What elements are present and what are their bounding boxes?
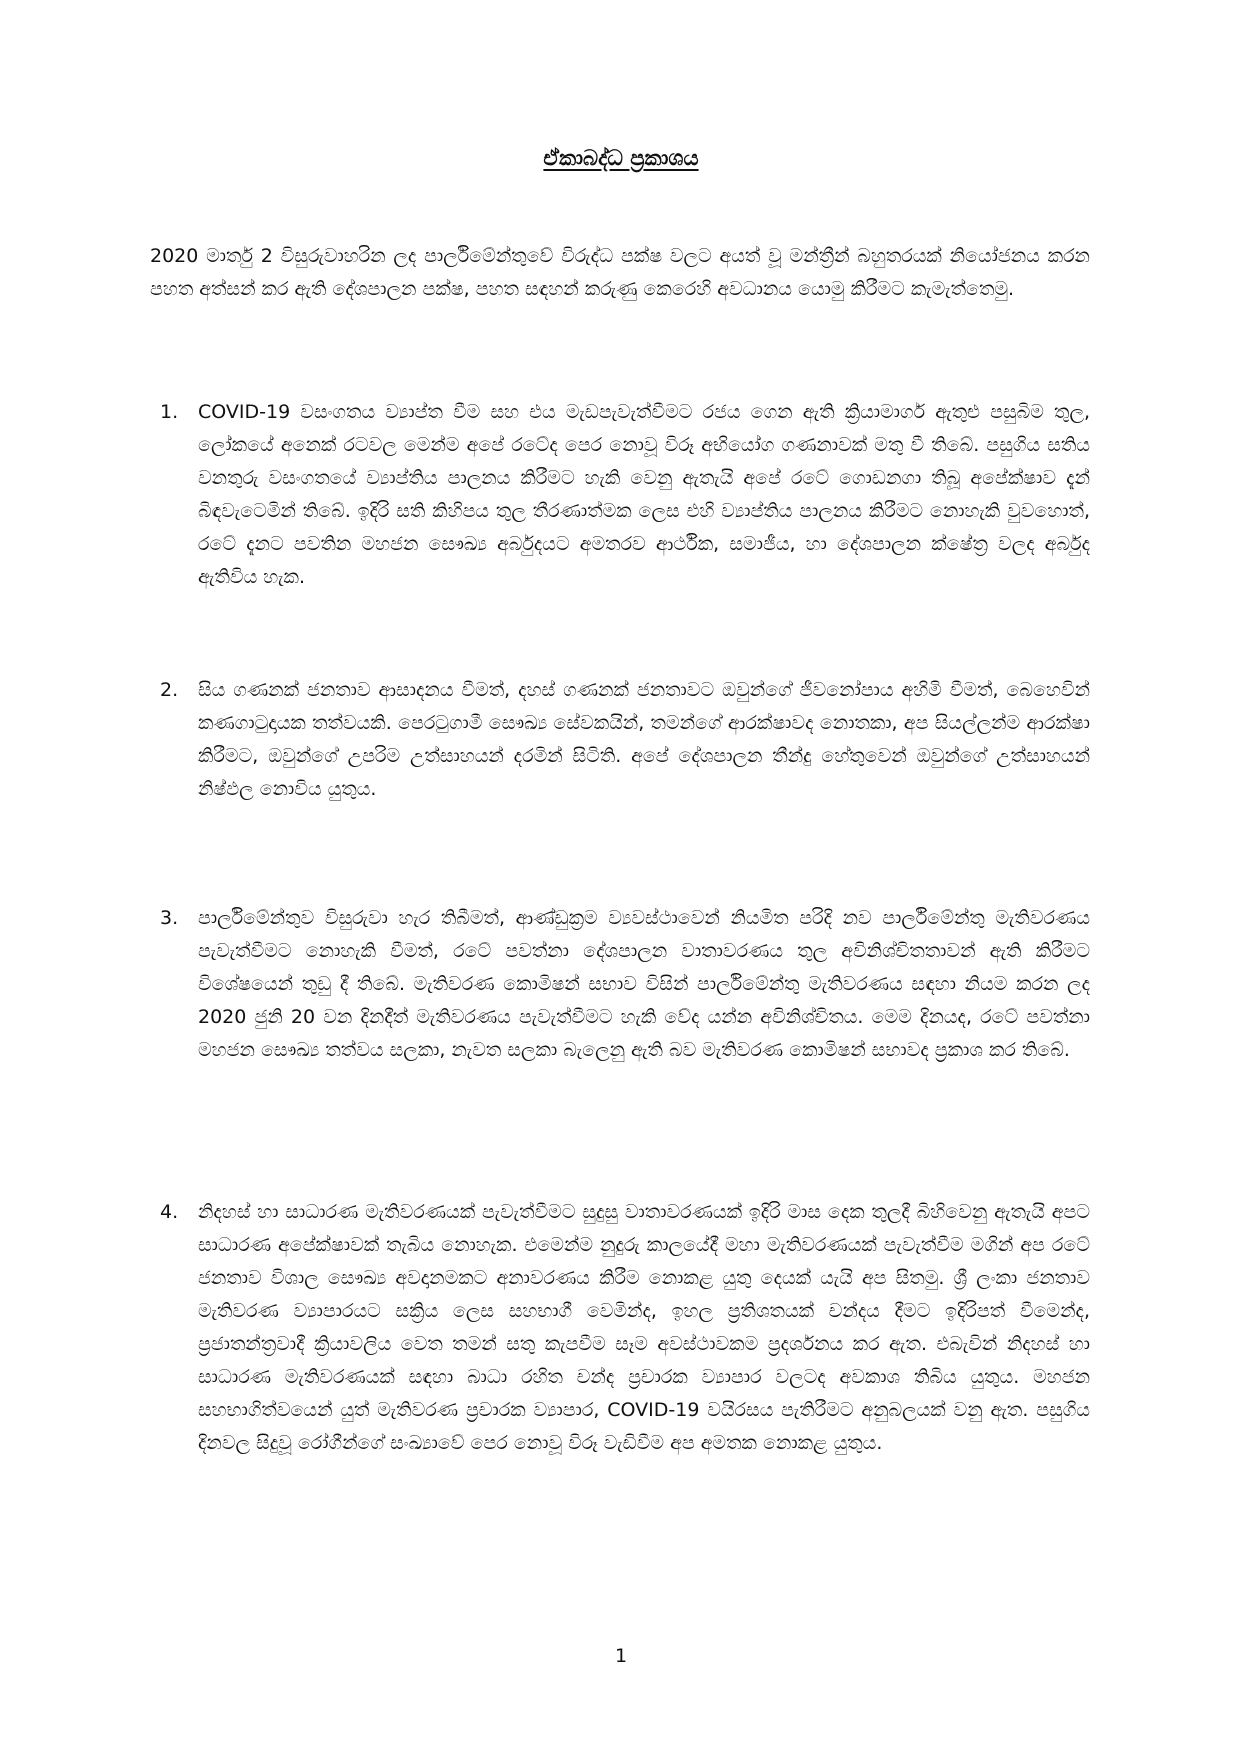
point-text: පාර්ලිමේන්තුව විසුරුවා හැර තිබීමත්, ආණ්ඩුක්‍රම ව්‍යවස්ථාවෙන් නියමිත පරිදි නව පාර්ලිමේන්තු මැතිවරණය පැවැත්වීමට නොහැකි වීමත්, රටේ පවත්නා දේශපාලන වාතාවරණය තුල අවිනිශ්චිතතාවන් ඇති කිරීමට විශේෂයෙන් තුඩු දී තිබේ. මැතිවරණ කොමිෂන් සභාව විසින් පාර්ලිමේන්තු මැතිවරණය සඳහා නියම කරන ලද 2020 ජුනි 20 වන දිනදීත් මැතිවරණය පැවැත්වීමට හැකි වේද යන්න අවිනිශ්චිතය. මෙම දිනයද, රටේ පවත්නා මහජන සෞඛ්‍ය තත්වය සලකා, නැවත සලකා බැලෙනු ඇති බව මැතිවරණ කොමිෂන් සභාවද ප්‍රකාශ කර තිබේ. [198,907,1090,1061]
numbered-point-3 [160,902,1090,1067]
document-title: ඒකාබද්ධ ප්‍රකාශය [543,146,699,170]
point-number: 3. [160,907,179,929]
point-text: සිය ගණනක් ජනතාව ආසාදනය වීමත්, දහස් ගණනක් ජනතාවට ඔවුන්ගේ ජීවනෝපාය අහිමි වීමත්, බෙහෙවින් කණගාටුදායක තත්වයකි. පෙරටුගාමී සෞඛ්‍ය සේවකයින්, තමන්ගේ ආරක්ෂාවද නොතකා, අප සියල්ලන්ම ආරක්ෂා කිරීමට, ඔවුන්ගේ උපරිම උත්සාහයන් දරමින් සිටිති. අපේ දේශපාලන තීන්දු හේතුවෙන් ඔවුන්ගේ උත්සාහයන් නිෂ්ඵල නොවිය යුතුය. [198,679,1090,800]
point-number: 4. [160,1201,179,1223]
intro-paragraph: 2020 මාර්තු 2 විසුරුවාහරින ලද පාර්ලිමේන්තුවේ විරුද්ධ පක්ෂ වලට අයත් වූ මන්ත්‍රීන් බහුතරයක් නියෝජනය කරන පහත අත්සන් කර ඇති දේශපාලන පක්ෂ, පහත සඳහන් කරුණු කෙරෙහි අවධානය යොමු කිරීමට කැමැත්තෙමු. [150,245,1090,300]
numbered-point-2 [160,674,1090,806]
page-number: 1 [614,1645,628,1667]
numbered-point-4 [160,1196,1090,1460]
point-number: 2. [160,679,179,701]
point-text: COVID-19 වසංගතය ව්‍යාප්ත වීම සහ එය මැඩපැවැත්වීමට රජය ගෙන ඇති ක්‍රියාමාර්ග ඇතුළු පසුබිම තුල, ලෝකයේ අනෙක් රටවල මෙන්ම අපේ රටේද පෙර නොවූ විරූ අභියෝග ගණනාවක් මතු වී තිබේ. පසුගිය සතිය වනතුරු වසංගතයේ ව්‍යාප්තිය පාලනය කිරීමට හැකි වෙනු ඇතැයි අපේ රටේ ගොඩනගා තිබූ අපේක්ෂාව දැන් බිඳවැටෙමින් තිබේ. ඉදිරි සති කිහිපය තුල තීරණාත්මක ලෙස එහි ව්‍යාප්තිය පාලනය කිරීමට නොහැකි වුවහොත්, රටේ දැනට පවතින මහජන සෞඛ්‍ය අර්බුදයට අමතරව ආර්ථික, සමාජීය, හා දේශපාලන ක්ෂේත්‍ර වලද අර්බුද ඇතිවිය හැක. [198,401,1091,588]
point-text: නිදහස් හා සාධාරණ මැතිවරණයක් පැවැත්වීමට සුදුසු වාතාවරණයක් ඉදිරි මාස දෙක තුලදී බිහිවෙනු ඇතැයි අපට සාධාරණ අපේක්ෂාවක් තැබිය නොහැක. එමෙන්ම නුදුරු කාලයේදී මහා මැතිවරණයක් පැවැත්වීම මගින් අප රටේ ජනතාව විශාල සෞඛ්‍ය අවදානමකට අනාවරණය කිරීම නොකළ යුතු දෙයක් යැයි අප සිතමු. ශ්‍රී ලංකා ජනතාව මැතිවරණ ව්‍යාපාරයට සක්‍රිය ලෙස සහභාගී වෙමින්ද, ඉහල ප්‍රතිශතයක් චන්දය දීමට ඉදිරිපත් වීමෙන්ද, ප්‍රජාතන්ත්‍රවාදී ක්‍රියාවලිය වෙත තමන් සතු කැපවීම සෑම අවස්ථාවකම ප්‍රදර්ශනය කර ඇත. එබැවින් නිදහස් හා සාධාරණ මැතිවරණයක් සඳහා බාධා රහිත චන්ද ප්‍රචාරක ව්‍යාපාර වලටද අවකාශ තිබිය යුතුය. මහජන සහභාගිත්වයෙන් යුත් මැතිවරණ ප්‍රචාරක ව්‍යාපාර, COVID-19 වයිරසය පැතිරීමට අනුබලයක් වනු ඇත. පසුගිය දිනවල සිදුවූ රෝගීන්ගේ සංඛ්‍යාවේ පෙර නොවූ විරූ වැඩිවීම අප අමතක නොකළ යුතුය. [198,1201,1090,1454]
point-number: 1. [160,401,179,423]
numbered-point-1 [160,396,1090,594]
